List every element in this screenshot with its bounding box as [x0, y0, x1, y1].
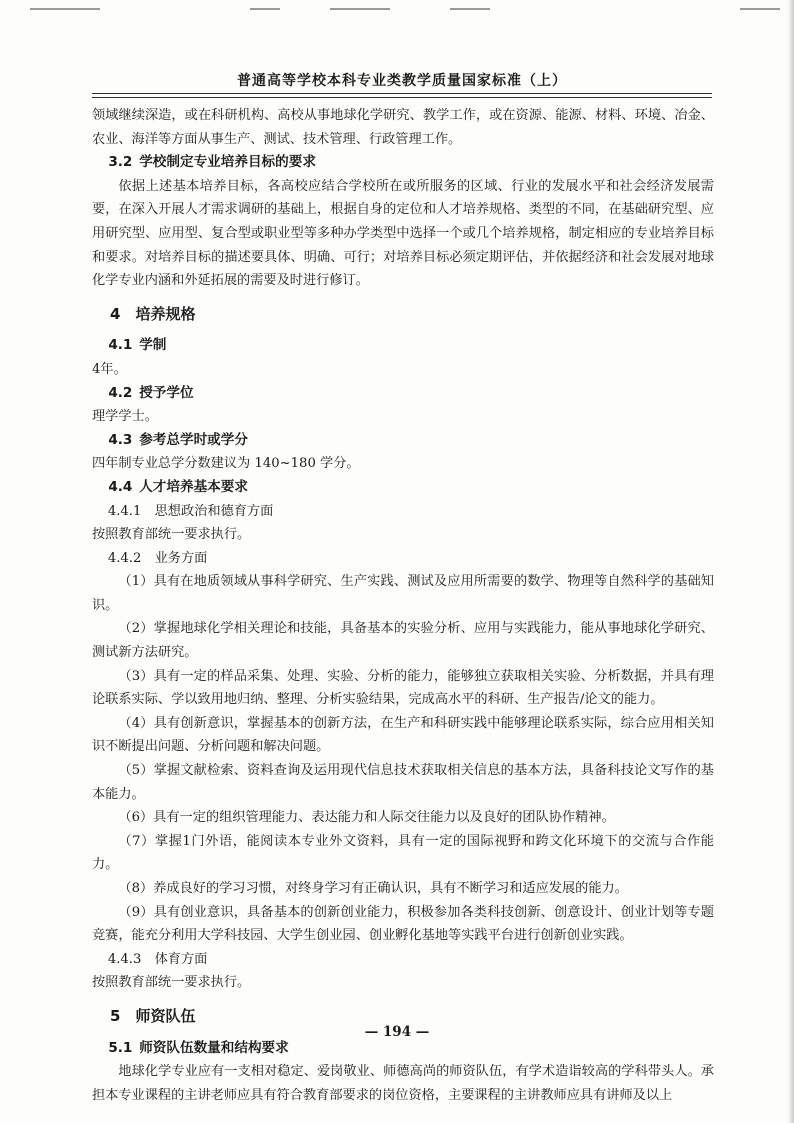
section-number: 4.4 [108, 478, 133, 495]
header-rule [92, 93, 712, 94]
list-item: （1）具有在地质领域从事科学研究、生产实践、测试及应用所需要的数学、物理等自然科学的基础知识。 [92, 574, 714, 613]
scan-artifact-top [0, 0, 794, 22]
scan-mark [740, 8, 780, 10]
section-number: 5 [110, 1006, 121, 1025]
paragraph: 依据上述基本培养目标，各高校应结合学校所在或所服务的区域、行业的发展水平和社会经济发展需要，在深入开展人才需求调研的基础上，根据自身的定位和人才培养规格、类型的不同，在基础研究型、应用研究型、应用型、复合型或职业型等多种办学类型中选择一个或几个培养规格，制定相应的专业培养目标和要求。对培养目标的描述要具体、明确、可行；对培养目标必须定期评估，并依据经济和社会发展对地球化学专业内涵和外延拓展的需要及时进行修订。 [92, 178, 714, 289]
section-heading-4 [92, 303, 714, 327]
section-title: 参考总学时或学分 [139, 431, 248, 448]
list-item: （9）具有创业意识，具备基本的创新创业能力，积极参加各类科技创新、创意设计、创业计划等专题竞赛，能充分利用大学科技园、大学生创业园、创业孵化基地等实践平台进行创新创业实践。 [92, 904, 714, 944]
section-number: 5.1 [108, 1039, 133, 1056]
section-heading-3-2 [92, 151, 714, 175]
page-body [92, 104, 714, 1107]
subsection-heading-4-4-2: 4.4.2 业务方面 [107, 550, 208, 566]
section-heading-4-2 [92, 382, 714, 406]
list-item: （4）具有创新意识，掌握基本的创新方法，在生产和科研实践中能够理论联系实际，综合应用相关知识不断提出问题、分析问题和解决问题。 [92, 715, 714, 755]
scan-mark [330, 8, 390, 10]
list-item: （7）掌握1门外语，能阅读本专业外文资料，具有一定的国际视野和跨文化环境下的交流与合作能力。 [92, 833, 714, 873]
scan-edge-shadow [788, 0, 794, 1123]
section-heading-4-4 [92, 476, 714, 500]
subsection-heading-4-4-3: 4.4.3 体育方面 [107, 951, 208, 967]
section-number: 4.1 [108, 337, 133, 354]
list-item: （5）掌握文献检索、资料查询及运用现代信息技术获取相关信息的基本方法，具备科技论文写作的基本能力。 [92, 763, 714, 802]
section-heading-4-1 [92, 334, 714, 358]
list-item: （3）具有一定的样品采集、处理、实验、分析的能力，能够独立获取相关实验、分析数据，并具有理论联系实际、学以致用地归纳、整理、分析实验结果，完成高水平的科研、生产报告/论文的能力。 [92, 668, 714, 708]
section-title: 人才培养基本要求 [139, 478, 248, 495]
section-heading-5-1 [92, 1037, 714, 1061]
paragraph: 理学学士。 [92, 409, 158, 425]
paragraph: 四年制专业总学分数建议为 140~180 学分。 [92, 456, 360, 472]
section-title: 学校制定专业培养目标的要求 [139, 154, 316, 171]
scan-mark [30, 8, 100, 10]
paragraph: 领域继续深造，或在科研机构、高校从事地球化学研究、教学工作，或在资源、能源、材料、环境、冶金、农业、海洋等方面从事生产、测试、技术管理、行政管理工作。 [92, 108, 714, 147]
section-title: 授予学位 [139, 384, 194, 401]
page-number: — 194 — [364, 1024, 430, 1040]
header-rule-thin [92, 97, 712, 98]
section-number: 4.3 [108, 431, 133, 448]
subsection-heading-4-4-1: 4.4.1 思想政治和德育方面 [107, 503, 274, 519]
paragraph: 按照教育部统一要求执行。 [92, 975, 251, 991]
paragraph: 地球化学专业应有一支相对稳定、爱岗敬业、师德高尚的师资队伍，有学术造诣较高的学科带头人。承担本专业课程的主讲老师应具有符合教育部要求的岗位资格，主要课程的主讲教师应具有讲师及以上 [92, 1064, 714, 1103]
paragraph: 按照教育部统一要求执行。 [92, 527, 251, 543]
section-title: 师资队伍数量和结构要求 [139, 1039, 289, 1056]
paragraph: 4年。 [92, 361, 127, 377]
section-title: 师资队伍 [135, 1006, 196, 1025]
running-header: 普通高等学校本科专业类教学质量国家标准（上） [237, 73, 567, 89]
section-number: 4 [110, 304, 121, 323]
section-title: 培养规格 [135, 304, 196, 323]
list-item: （2）掌握地球化学相关理论和技能，具备基本的实验分析、应用与实践能力，能从事地球化学研究、测试新方法研究。 [92, 621, 714, 661]
section-number: 4.2 [108, 384, 133, 401]
scan-mark [250, 8, 280, 10]
list-item: （6）具有一定的组织管理能力、表达能力和人际交往能力以及良好的团队协作精神。 [118, 810, 615, 826]
scan-mark [450, 8, 490, 10]
section-title: 学制 [139, 337, 167, 354]
section-heading-4-3 [92, 429, 714, 453]
section-number: 3.2 [108, 154, 133, 171]
list-item: （8）养成良好的学习习惯，对终身学习有正确认识，具有不断学习和适应发展的能力。 [118, 881, 628, 896]
